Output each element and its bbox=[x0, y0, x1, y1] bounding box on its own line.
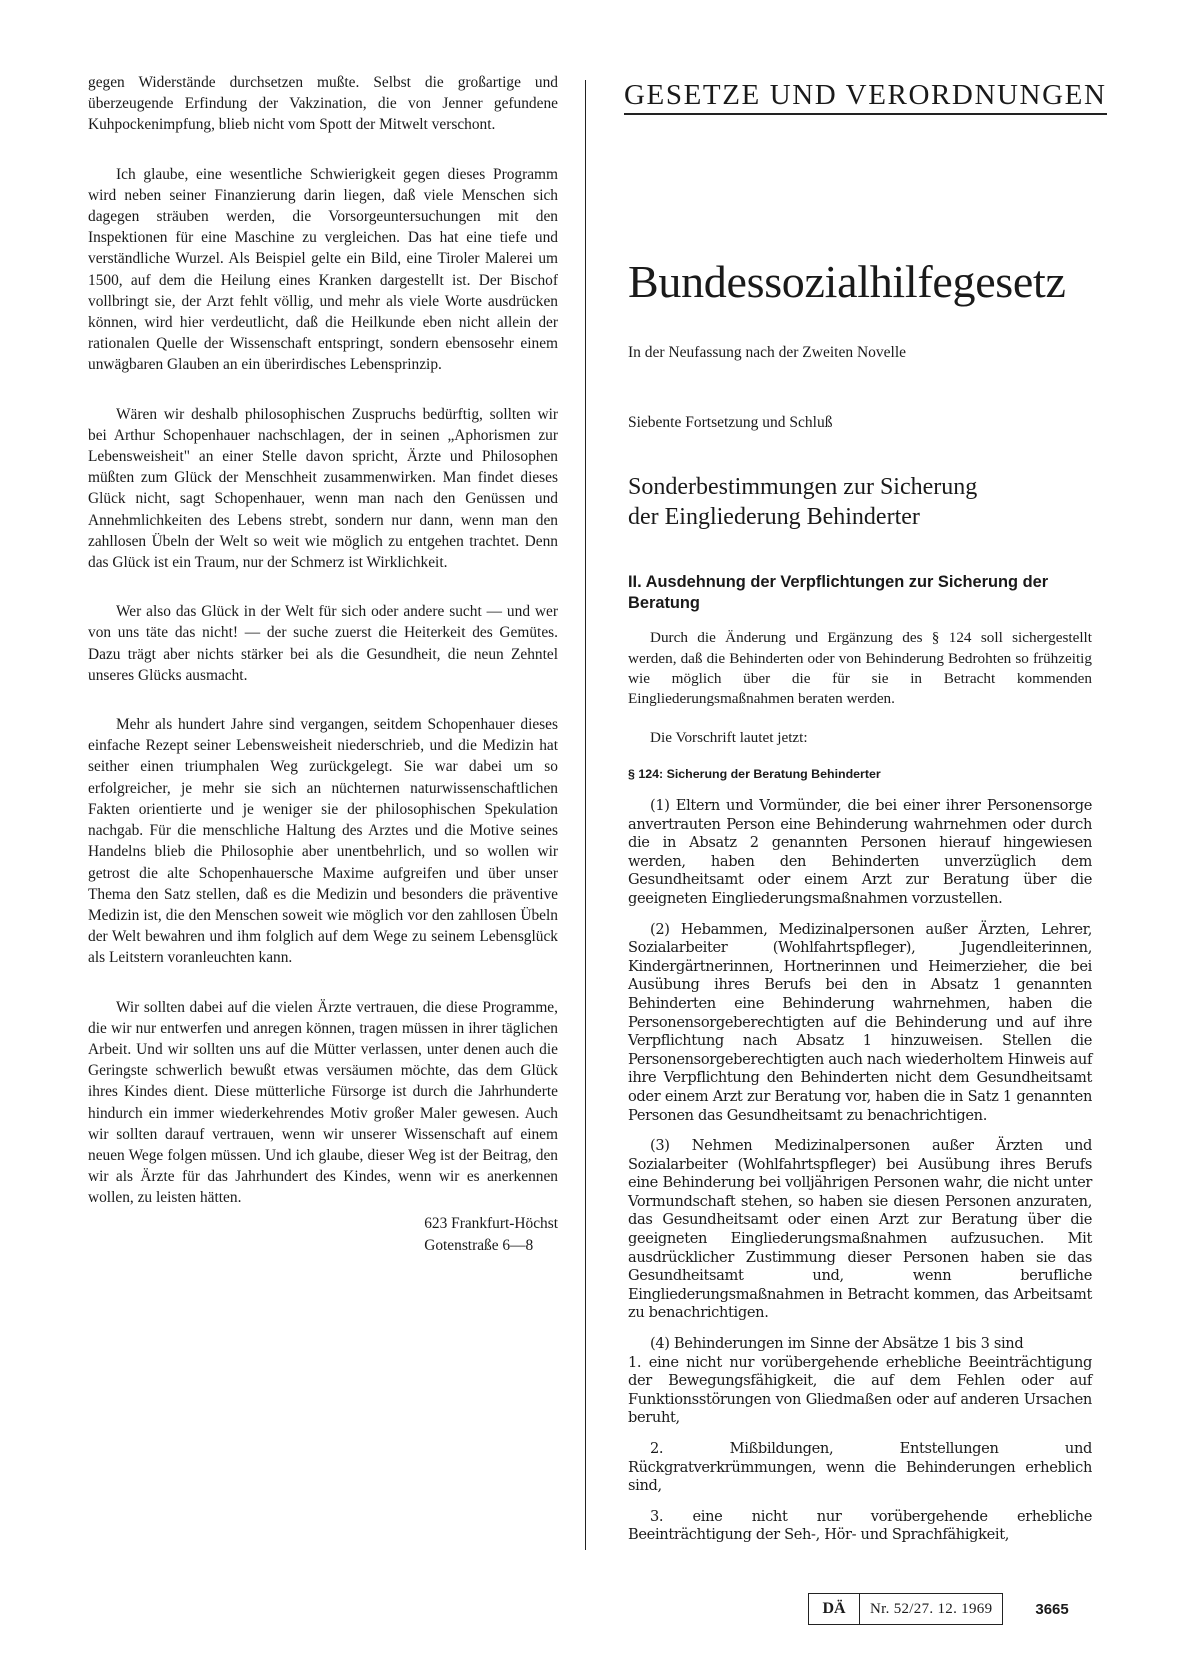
page-footer bbox=[808, 1592, 1069, 1626]
article-paragraph: gegen Widerstände durchsetzen mußte. Selbst die großartige und überzeugende Erfindung der Vakzination, die von Jenner gefundene Kuhpockenimpfung, blieb nicht vom Spott der Mitwelt verschont. bbox=[88, 74, 558, 134]
law-list-item: 3. eine nicht nur vorübergehende erhebliche Beeinträchtigung der Seh-, Hör- und Sprachfähigkeit, bbox=[628, 1507, 1092, 1544]
section-heading-line: der Eingliederung Behinderter bbox=[628, 504, 920, 531]
article-paragraph: Mehr als hundert Jahre sind vergangen, seitdem Schopenhauer dieses einfache Rezept seiner Lebensweisheit niederschrieb, und die Medizin hat seither einen triumphalen Weg zurückgelegt. Sie war dabei um so erfolgreicher, je mehr sie sich an nüchternen naturwissenschaftlichen Fakten orientierte und je weniger sie der philosophischen Spekulation nachgab. Für die menschliche Haltung des Arztes und die Motive seines Handelns blieb die Philosophie aber unentbehrlich, und so wollen wir getrost die alte Schopenhauersche Maxime aufgreifen und über unser Thema den Satz stellen, daß es die Medizin und besonders die präventive Medizin ist, die den Menschen soweit wie möglich vor den zahllosen Übeln der Welt bewahren und ihm folglich auf dem Wege zu seinem Lebensglück als Leitstern voranleuchten kann. bbox=[88, 716, 558, 967]
law-list-item: 1. eine nicht nur vorübergehende erhebliche Beeinträchtigung der Bewegungsfähigkeit, die auf dem Fehlen oder auf Funktionsstörungen von Gliedmaßen oder auf anderen Ursachen beruht, bbox=[628, 1353, 1092, 1427]
intro-paragraph: Durch die Änderung und Ergänzung des § 124 soll sichergestellt werden, daß die Behinderten oder von Behinderung Bedrohten so frühzeitig wie möglich über die für sie in Betracht kommenden Eingliederungsmaßnahmen beraten werden. bbox=[628, 629, 1092, 708]
law-paragraph: (2) Hebammen, Medizinalpersonen außer Ärzten, Lehrer, Sozialarbeiter (Wohlfahrtspfleger), Jugendleiterinnen, Kindergärtnerinnen, Hortnerinnen und Heimerzieher, die bei Ausübung ihres Berufs bei den in Absatz 1 genannten Behinderten eine Behinderung wahrnehmen, haben die Personensorgeberechtigten auf die Behinderung und auf ihre Verpflichtung nach Absatz 1 hinzuweisen. Stellen die Personensorgeberechtigten auch nach wiederholtem Hinweis auf ihre Verpflichtung den Behinderten nicht dem Gesundheitsamt oder einem Arzt zur Beratung vor, haben die in Satz 1 genannten Personen das Gesundheitsamt zu benachrichtigen. bbox=[628, 920, 1092, 1124]
journal-badge bbox=[808, 1593, 1003, 1625]
issue-info: Nr. 52/27. 12. 1969 bbox=[870, 1600, 993, 1617]
law-text bbox=[628, 797, 1092, 1545]
subsection-heading: II. Ausdehnung der Verpflichtungen zur Sicherung der Beratung bbox=[628, 573, 1049, 613]
law-heading: § 124: Sicherung der Beratung Behinderter bbox=[628, 767, 881, 782]
article-paragraph: Wären wir deshalb philosophischen Zuspruchs bedürftig, sollten wir bei Arthur Schopenhauer nachschlagen, der in seinen „Aphorismen zur Lebensweisheit" an einer Stelle davon spricht, Ärzte und Philosophen müßten zum Glück der Menschheit zusammenwirken. Man findet dieses Glück nicht, sagt Schopenhauer, wenn man nach den Genüssen und Annehmlichkeiten des Lebens strebt, sondern nur dann, wenn man den zahllosen Übeln der Welt so weit wie möglich zu entgehen trachtet. Denn das Glück ist ein Traum, nur der Schmerz ist Wirklichkeit. bbox=[88, 405, 558, 572]
article-paragraph: Wir sollten dabei auf die vielen Ärzte vertrauen, die diese Programme, die wir nur entwerfen und anregen können, tragen müssen in ihrer täglichen Arbeit. Und wir sollten uns auf die Mütter verlassen, unter denen auch die Geringste schwerlich bewußt etwas versäumen möchte, das dem Glück ihres Kindes dient. Diese mütterliche Fürsorge ist durch die Jahrhunderte hindurch ein immer wiederkehrendes Motiv großer Maler gewesen. Auch wir sollten darauf vertrauen, wenn wir unserer Wissenschaft auf einem neuen Wege folgen müssen. Und ich glaube, dieser Weg ist der Beitrag, den wir als Ärzte für das Jahrhundert des Kindes, wenn wir es anerkennen wollen, zu leisten hätten. bbox=[88, 998, 558, 1207]
left-column bbox=[88, 72, 558, 1257]
address-line: Gotenstraße 6—8 bbox=[424, 1236, 534, 1254]
column-divider bbox=[585, 80, 586, 1550]
article-subtitle: In der Neufassung nach der Zweiten Novelle bbox=[628, 344, 907, 361]
law-paragraph: (3) Nehmen Medizinalpersonen außer Ärzten und Sozialarbeiter (Wohlfahrtspfleger) bei Ausübung ihres Berufs eine Behinderung bei volljährigen Personen wahr, die nicht unter Vormundschaft stehen, so haben sie diesen Personen anzuraten, das Gesundheitsamt oder einen Arzt zur Beratung über die geeigneten Eingliederungsmaßnahmen aufzusuchen. Mit ausdrücklicher Zustimmung dieser Personen haben sie das Gesundheitsamt und, wenn berufliche Eingliederungsmaßnahmen in Betracht kommen, das Arbeitsamt zu benachrichtigen. bbox=[628, 1137, 1092, 1322]
law-paragraph-4: (4) Behinderungen im Sinne der Absätze 1 bis 3 sind bbox=[650, 1335, 1024, 1353]
article-paragraph: Ich glaube, eine wesentliche Schwierigkeit gegen dieses Programm wird neben seiner Finanzierung darin liegen, daß viele Menschen sich dagegen sträuben werden, die Vorsorgeuntersuchungen mit den Inspektionen für eine Maschine zu vergleichen. Das hat eine tiefe und verständliche Wurzel. Als Beispiel gelte ein Bild, eine Tiroler Malerei um 1500, auf dem die Heilung eines Kranken dargestellt ist. Der Bischof vollbringt sie, der Arzt fehlt völlig, und mehr als viele Worte ausdrücken können, wird hier verdeutlicht, daß die Heilkunde eben nicht allein der rationalen Quelle der Wissenschaft entspringt, sondern ebensosehr einem unwägbaren Glauben an ein überirdisches Lebensprinzip. bbox=[88, 165, 558, 374]
article-paragraph: Wer also das Glück in der Welt für sich oder andere sucht — und wer von uns täte das nicht! — der suche zuerst die Heiterkeit des Gemütes. Dazu trägt aber nichts stärker bei als die Gesundheit, die neun Zehntel unseres Glücks ausmacht. bbox=[88, 603, 558, 684]
law-list-item: 2. Mißbildungen, Entstellungen und Rückgratverkrümmungen, wenn die Behinderungen erheblich sind, bbox=[628, 1440, 1092, 1495]
law-paragraph-intro bbox=[628, 1335, 1092, 1428]
section-heading bbox=[628, 472, 1092, 532]
journal-abbrev: DÄ bbox=[809, 1594, 860, 1624]
article-title: Bundessozialhilfegesetz bbox=[628, 256, 1066, 307]
address-line: 623 Frankfurt-Höchst bbox=[424, 1214, 558, 1232]
law-paragraph: (1) Eltern und Vormünder, die bei einer ihrer Personensorge anvertrauten Person eine Behinderung wahrnehmen oder durch die in Absatz 2 genannten Personen hierauf hingewiesen werden, haben den Behinderten unverzüglich dem Gesundheitsamt oder einem Arzt zur Beratung über die geeigneten Eingliederungsmaßnahmen vorzustellen. bbox=[628, 797, 1092, 907]
author-address bbox=[88, 1213, 558, 1257]
vorschrift-line: Die Vorschrift lautet jetzt: bbox=[650, 728, 808, 746]
section-heading-line: Sonderbestimmungen zur Sicherung bbox=[628, 474, 978, 501]
section-kicker: GESETZE UND VERORDNUNGEN bbox=[624, 78, 1107, 115]
right-column bbox=[624, 72, 1107, 1545]
continuation-note: Siebente Fortsetzung und Schluß bbox=[628, 413, 833, 431]
page-number: 3665 bbox=[1035, 1600, 1069, 1618]
